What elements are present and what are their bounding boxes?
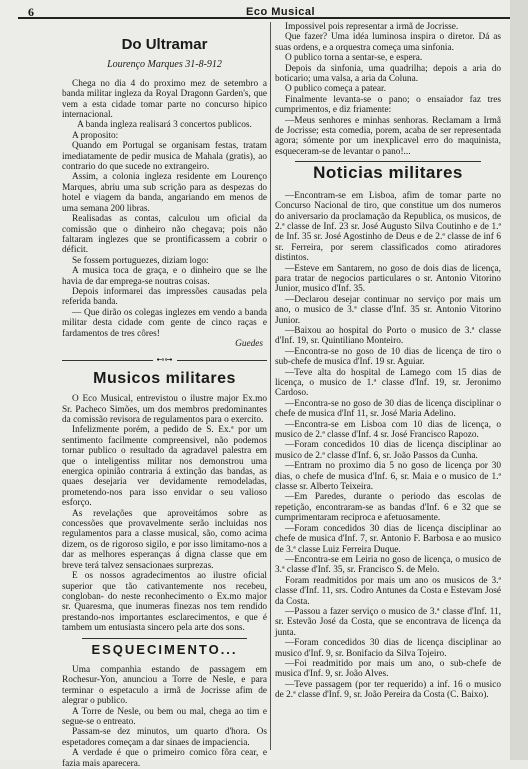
left-column bbox=[62, 34, 267, 769]
news-item: —Teve passagem (por ter requerido) a inf. 16 o musico de 2.ª classe d'Inf. 9, sr. João Pereira da Costa (C. Baixo). bbox=[275, 679, 501, 701]
paragraph: A banda ingleza realisará 3 concertos publicos. bbox=[77, 120, 252, 131]
news-item: —Esteve em Santarem, no goso de dois dias de licença, para tratar de negocios particulares o sr. Antonio Vitorino Junior, musico d'Inf. 35. bbox=[275, 263, 501, 295]
article-musicos-militares bbox=[62, 369, 267, 634]
paragraph: O Eco Musical, entrevistou o ilustre major Ex.mo Sr. Pacheco Simões, um dos membros predominantes da comissão revisora de regulamentos para o exercito. bbox=[62, 394, 267, 425]
paragraph: Quando em Portugal se organisam festas, tratam imediatamente de pedir musica de Mahala (gratis), ao contrario do que sucede no extrangeiro. bbox=[62, 141, 267, 173]
ornament-line bbox=[62, 360, 153, 361]
news-item: —Passou a fazer serviço o musico de 3.ª classe d'Inf. 11, sr. Estevão José da Costa, que se encontrava de licença da junta. bbox=[275, 606, 501, 638]
news-item: Foram readmitidos por mais um ano os musicos de 3.ª classe d'Inf. 11, srs. Codro Antunes da Costa e Estevam José da Costa. bbox=[275, 575, 501, 607]
article-noticias-militares bbox=[275, 163, 501, 701]
article-do-ultramar bbox=[62, 36, 267, 349]
publication-title: Eco Musical bbox=[246, 6, 316, 18]
paragraph: Chega no dia 4 do proximo mez de setembro a banda militar ingleza da Royal Dragonn Garden's, que vem a esta cidade tomar parte no concurso hipico internacional. bbox=[62, 78, 267, 121]
paragraph: —Meus senhores e minhas senhoras. Reclamam a Irmã de Jocrisse; esta comedia, porem, acaba de ser representada agora; sómente por um inexplicavel erro do maquinista, esqueceram-se de levantar o pano!... bbox=[275, 115, 501, 157]
news-item: —Entram no proximo dia 5 no goso de licença por 30 dias, o chefe de musica d'Inf. 6, sr. Maia e o musico de 1.ª classe sr. Alberto Teixeira. bbox=[275, 461, 501, 493]
right-column bbox=[275, 22, 501, 701]
paragraph: A musica toca de graça, e o dinheiro que se lhe havia de dar emprega-se noutras coisas. bbox=[62, 266, 267, 287]
article-esquecimento bbox=[62, 641, 267, 769]
adjacent-page-edge bbox=[510, 0, 528, 760]
paragraph: Assim, a colonia ingleza residente em Lourenço Marques, abriu uma sub scrição para as despezas do hotel e viagem da banda, angariando em menos de uma semana 200 libras. bbox=[62, 172, 267, 214]
section-ornament bbox=[62, 355, 267, 365]
news-item: —Foram concedidos 30 dias de licença disciplinar ao musico d'Inf. 9, sr. Bonifacio da Silva Tojeiro. bbox=[275, 638, 501, 659]
paragraph: Finalmente levanta-se o pano; o ensaiador faz tres cumprimentos, e diz friamente: bbox=[275, 94, 501, 116]
paragraph: Infelizmente porém, a pedido de S. Ex.ª por um sentimento facilmente compreensivel, não podemos tornar publico o resultado da agradavel palestra em que o inteligentiss militar nos demonstrou uma energica opinião contraria á extinção das bandas, as quaes desejaria ver devidamente remodeladas, prometendo-nos para isso envidar o seu valioso esforço. bbox=[62, 425, 267, 509]
article-title: Do Ultramar bbox=[121, 36, 208, 53]
paragraph: Depois da sinfonia, uma quadrilha; depois a aria do boticario; uma valsa, a aria da Coluna. bbox=[275, 63, 501, 85]
page-header bbox=[8, 4, 514, 24]
news-item: —Encontra-se em Leiria no goso de licença, o musico de 3.ª classe d'Inf. 35, sr. Francisco S. de Melo. bbox=[275, 554, 501, 576]
header-rule bbox=[18, 17, 512, 19]
news-item: —Foi readmitido por mais um ano, o sub-chefe de musica d'Inf. 9, sr. João Alves. bbox=[275, 658, 501, 680]
paragraph: O publico torna a sentar-se, e espera. bbox=[285, 53, 423, 64]
paragraph: As revelações que aproveitámos sobre as concessões que provavelmente serão incluidas nos regulamentos para a classe musical, são, como acima dizem, os de rigoroso sigilo, e por isso limitamo-nos a dar as melhores esperanças á digna classe que em breve terá talvez sensacionaes surprezas. bbox=[62, 508, 267, 571]
paragraph: A Torre de Nesle, ou bem ou mal, chega ao tim e segue-se o entreato. bbox=[62, 706, 267, 727]
news-item: —Foram concedidos 30 dias de licença disciplinar ao chefe de musica d'Inf. 7, sr. Antonio F. Barbosa e ao musico de 3.ª classe Luiz Ferreira Duque. bbox=[275, 523, 501, 555]
news-item: —Teve alta do hospital de Lamego com 15 dias de licença, o musico de 1.ª classe d'Inf. 19, sr. Jeronimo Cardoso. bbox=[275, 367, 501, 399]
news-item: —Encontra-se no goso de 30 dias de licença disciplinar o chefe de musica d'Inf 11, sr. José Maria Adelino. bbox=[275, 398, 501, 420]
dateline: Lourenço Marques 31-8-912 bbox=[107, 59, 222, 71]
paragraph: Passam-se dez minutos, um quarto d'hora. Os espetadores começam a dar sinaes de impaciencia. bbox=[62, 727, 267, 748]
paragraph: Uma companhia estando de passagem em Rochesur-Yon, anunciou a Torre de Nesle, e para terminar o espetaculo a irmã de Jocrisse afim de alegrar o publico. bbox=[62, 664, 267, 707]
ornament-icon: ⊷⊶ bbox=[156, 355, 173, 365]
paragraph: Que fazer? Uma idéa luminosa inspira o diretor. Dá as suas ordens, e a orquestra começa uma sinfonia. bbox=[275, 32, 501, 53]
news-item: —Foram concedidos 10 dias de licença disciplinar ao musico de 2.ª classe d'Inf. 6, sr. João Passos da Cunha. bbox=[275, 440, 501, 461]
article-title: Musicos militares bbox=[93, 369, 236, 387]
paragraph: Se fossem portuguezes, diziam logo: bbox=[72, 255, 209, 266]
section-rule bbox=[295, 161, 481, 162]
article-continuation bbox=[275, 22, 501, 157]
paragraph: Realisadas as contas, calculou um oficial da comissão que o dinheiro não chegava; pois não faltaram inglezes que se prontificassem a cobrir o déficit. bbox=[62, 214, 267, 256]
news-item: —Encontra-se em Lisboa com 10 dias de licença, o musico de 2.ª classe d'Inf. 4 sr. José Francisco Rapozo. bbox=[275, 419, 501, 441]
paragraph: A verdade é que o primeiro comico fôra cear, e fazia mais aparecera. bbox=[62, 748, 267, 769]
paragraph: — Que dirão os colegas inglezes em vendo a banda militar desta cidade com gente de cinco raças e fardamentos de tres côres! bbox=[62, 307, 267, 339]
news-item: —Encontra-se no goso de 10 dias de licença de tiro o sub-chefe de musica d'Inf. 19 sr. Aguiar. bbox=[275, 346, 501, 368]
page-number: 6 bbox=[28, 5, 34, 19]
column-divider bbox=[270, 22, 271, 750]
section-rule bbox=[82, 638, 247, 639]
article-title: Noticias militares bbox=[313, 163, 463, 183]
news-item: —Baixou ao hospital do Porto o musico de 3.ª classe d'Inf. 19, sr. Quintiliano Monteiro. bbox=[275, 325, 501, 347]
paragraph: Impossivel pois representar a irmã de Jocrisse. bbox=[285, 22, 459, 32]
signature: Guedes bbox=[235, 338, 263, 349]
news-item: —Em Paredes, durante o periodo das escolas de repetição, encontraram-se as bandas d'Inf. 6 e 32 que se cumprimentaram reciproca e afetuosamente. bbox=[275, 492, 501, 524]
news-item: —Encontram-se em Lisboa, afim de tomar parte no Concurso Nacional de tiro, que constitue um dos numeros do aniversario da proclamação da Republica, os musicos, de 2.ª classe de Inf. 23 sr. José Augusto Silva Coutinho e de 1.ª de Inf. 35 sr. José Agostinho de Deus e de 2.ª classe de inf 6 sr. Ferreira, por serem classificados como atiradores distintos. bbox=[275, 190, 501, 264]
paragraph: A proposito: bbox=[72, 130, 119, 141]
paragraph: Depois informarei das impressões causadas pela referida banda. bbox=[62, 286, 267, 308]
news-item: —Declarou desejar continuar no serviço por mais um ano, o musico de 3.ª classe d'Inf. 35 sr. Antonio Vitorino Junior. bbox=[275, 294, 501, 326]
article-title: ESQUECIMENTO... bbox=[91, 641, 238, 657]
ornament-line bbox=[177, 360, 268, 361]
paragraph: O publico começa a patear. bbox=[285, 84, 386, 95]
paragraph: E os nossos agradecimentos ao ilustre oficial superior que tão cativantemente nos recebeu, congloban- do neste reconhecimento o Ex.mo major sr. Quaresma, que inumeras finezas nos tem rendido prestando-nos importantes esclarecimentos, e que é tambem um entusiasta sincero pela arte dos sons. bbox=[62, 571, 267, 634]
